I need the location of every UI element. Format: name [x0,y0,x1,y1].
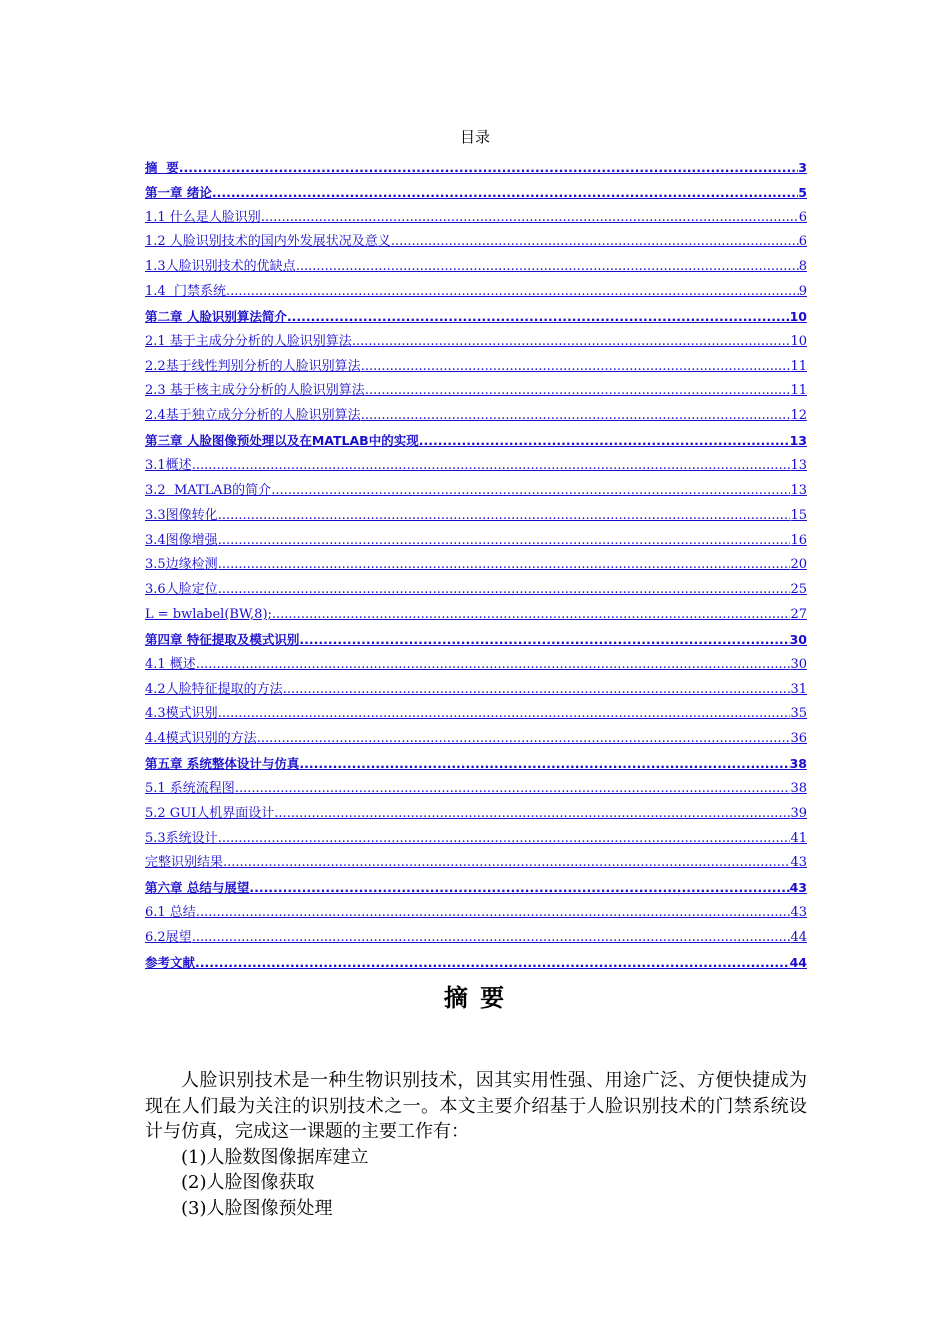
toc-entry[interactable] [145,796,807,821]
toc-leader-dots [226,284,799,299]
toc-entry[interactable] [145,200,807,225]
toc-leader-dots [218,533,791,548]
toc-entry-page[interactable]: 13 [790,457,807,473]
toc-entry-label[interactable]: L = bwlabel(BW,8); [145,607,272,623]
toc-leader-dots [361,359,791,374]
toc-entry-page[interactable]: 30 [789,631,807,647]
toc-entry[interactable] [145,672,807,697]
toc-leader-dots [235,781,791,796]
toc-entry-label[interactable]: 2.3 基于核主成分分析的人脸识别算法 [145,383,365,399]
toc-entry[interactable] [145,895,807,920]
toc-entry-label[interactable]: 4.3模式识别 [145,706,218,722]
toc-leader-dots [283,682,791,697]
toc-entry[interactable] [145,249,807,274]
toc-entry[interactable] [145,721,807,746]
toc-entry-page[interactable]: 43 [790,855,807,871]
toc-entry-page[interactable]: 20 [790,557,807,573]
toc-leader-dots [218,706,791,721]
toc-entry-page[interactable]: 39 [790,805,807,821]
toc-entry[interactable] [145,870,807,895]
toc-entry-label[interactable]: 参考文献 [145,954,196,970]
toc-leader-dots [192,458,791,473]
toc-leader-dots [391,234,799,249]
toc-entry-label[interactable]: 6.2展望 [145,930,192,945]
toc-leader-dots [261,210,799,225]
toc-entry-label[interactable]: 完整识别结果 [145,855,224,871]
toc-entry[interactable] [145,746,807,771]
toc-entry-label[interactable]: 3.1概述 [145,457,192,473]
toc-entry-page[interactable]: 43 [789,880,807,896]
toc-leader-dots [179,160,799,175]
toc-entry-page[interactable]: 38 [789,756,807,772]
toc-leader-dots [218,582,791,597]
toc-entry-label[interactable]: 1.1 什么是人脸识别 [145,209,261,225]
abstract-item: (3)人脸图像预处理 [181,1197,333,1219]
toc-entry[interactable] [145,945,807,970]
abstract-body [145,1068,807,1221]
toc-entry-page[interactable]: 15 [790,507,807,523]
toc-leader-dots [272,607,791,622]
toc-entry-page[interactable]: 27 [790,607,807,623]
toc-entry-page[interactable]: 5 [798,184,807,200]
toc-leader-dots [195,955,790,970]
toc-leader-dots [223,855,790,870]
toc-entry[interactable] [145,697,807,722]
toc-leader-dots [249,880,789,895]
toc-entry-page[interactable]: 41 [790,830,807,846]
toc-entry-label[interactable]: 4.4模式识别的方法 [145,731,257,747]
toc-entry-label[interactable]: 1.3人脸识别技术的优缺点 [145,259,296,275]
abstract-heading: 摘 要 [443,984,507,1012]
toc-entry[interactable] [145,647,807,672]
toc-entry-page[interactable]: 30 [790,656,807,672]
toc-entry-label[interactable]: 3.6人脸定位 [145,582,218,598]
abstract-paragraph: 人脸识别技术是一种生物识别技术，因其实用性强、用途广泛、方便快捷成为现在人们最为关注的识别技术之一。本文主要介绍基于人脸识别技术的门禁系统设计与仿真，完成这一课题的主要工作有： [145,1070,807,1142]
toc-entry[interactable] [145,299,807,324]
toc-entry-label[interactable]: 1.4 门禁系统 [145,284,226,300]
toc-entry-label[interactable]: 第二章 人脸识别算法简介 [145,308,287,324]
toc-leader-dots [299,756,789,771]
toc-entry-label[interactable]: 3.4图像增强 [145,532,218,548]
toc-entry-page[interactable]: 6 [798,209,807,225]
toc-entry[interactable] [145,225,807,250]
toc-leader-dots [365,383,791,398]
toc-entry-page[interactable]: 8 [798,259,807,275]
toc-leader-dots [212,185,798,200]
toc-entry-label[interactable]: 第一章 绪论 [145,184,212,200]
toc-entry[interactable] [145,771,807,796]
toc-entry-label[interactable]: 2.2基于线性判别分析的人脸识别算法 [145,358,361,374]
toc-title: 目录 [459,128,490,146]
toc-entry-label[interactable]: 5.3系统设计 [145,830,218,846]
toc-entry-page[interactable]: 6 [798,234,807,250]
toc-entry-label[interactable]: 4.2人脸特征提取的方法 [145,681,283,697]
toc-entry-label[interactable]: 3.5边缘检测 [145,557,218,573]
toc-entry-page[interactable]: 13 [789,433,807,449]
toc-entry-label[interactable]: 第三章 人脸图像预处理以及在MATLAB中的实现 [145,433,419,449]
toc-entry-label[interactable]: 2.1 基于主成分分析的人脸识别算法 [145,333,352,349]
toc-entry[interactable] [145,597,807,622]
toc-leader-dots [196,657,791,672]
toc-entry-page[interactable]: 9 [798,284,807,300]
toc-entry-label[interactable]: 3.3图像转化 [145,507,218,523]
toc-entry[interactable] [145,498,807,523]
toc-entry-label[interactable]: 3.2 MATLAB的简介 [145,482,272,498]
toc-leader-dots [274,806,790,821]
toc-entry[interactable] [145,274,807,299]
toc-entry-page[interactable]: 16 [790,532,807,548]
toc-entry-page[interactable]: 11 [790,383,807,399]
toc-leader-dots [218,508,791,523]
toc-leader-dots [361,408,791,423]
abstract-item: (2)人脸图像获取 [181,1172,315,1193]
toc-entry-label[interactable]: 第六章 总结与展望 [145,880,250,896]
toc-entry-page[interactable]: 38 [790,780,807,796]
toc-entry-label[interactable]: 5.2 GUI人机界面设计 [145,805,275,821]
toc-entry-page[interactable]: 43 [790,905,807,921]
toc-entry[interactable] [145,523,807,548]
toc-entry[interactable] [145,473,807,498]
toc-entry[interactable] [145,349,807,374]
toc-entry[interactable] [145,175,807,200]
toc-entry-page[interactable]: 3 [798,159,807,175]
toc-leader-dots [287,309,790,324]
toc-entry-label[interactable]: 第四章 特征提取及模式识别 [145,631,300,647]
toc-leader-dots [257,731,791,746]
toc-entry[interactable] [145,622,807,647]
toc-entry[interactable] [145,423,807,448]
toc-entry-page[interactable]: 31 [790,681,807,697]
toc-entry[interactable] [145,572,807,597]
toc-entry-label[interactable]: 第五章 系统整体设计与仿真 [145,756,300,772]
toc-entry-page[interactable]: 12 [790,408,807,424]
toc-leader-dots [218,831,791,846]
toc-entry-page[interactable]: 10 [789,308,807,324]
toc-entry-page[interactable]: 25 [790,582,807,598]
toc-entry[interactable] [145,398,807,423]
toc-entry[interactable] [145,150,807,175]
toc-entry-page[interactable]: 11 [790,358,807,374]
toc-leader-dots [192,930,791,945]
toc-entry[interactable] [145,846,807,871]
toc-leader-dots [299,632,789,647]
toc-leader-dots [419,433,790,448]
table-of-contents [145,150,807,970]
toc-entry[interactable] [145,448,807,473]
toc-entry-label[interactable]: 2.4基于独立成分分析的人脸识别算法 [145,408,361,424]
toc-entry-label[interactable]: 5.1 系统流程图 [145,780,235,796]
toc-leader-dots [296,259,799,274]
toc-entry-label[interactable]: 1.2 人脸识别技术的国内外发展状况及意义 [145,234,391,250]
abstract-item: (1)人脸数图像据库建立 [181,1146,369,1168]
toc-entry-page[interactable]: 44 [789,954,807,970]
toc-entry[interactable] [145,324,807,349]
toc-entry[interactable] [145,548,807,573]
toc-entry-label[interactable]: 6.1 总结 [145,905,196,921]
toc-entry-label[interactable]: 摘 要 [145,159,179,175]
toc-leader-dots [352,334,791,349]
toc-entry-page[interactable]: 10 [790,333,807,349]
toc-leader-dots [271,483,790,498]
toc-entry-page[interactable]: 36 [790,731,807,747]
toc-leader-dots [218,557,791,572]
toc-entry-page[interactable]: 35 [790,706,807,722]
toc-entry[interactable] [145,374,807,399]
toc-entry[interactable] [145,920,807,945]
toc-entry[interactable] [145,821,807,846]
toc-entry-page[interactable]: 44 [790,930,807,945]
toc-entry-page[interactable]: 13 [790,482,807,498]
toc-entry-label[interactable]: 4.1 概述 [145,656,196,672]
toc-leader-dots [196,905,791,920]
